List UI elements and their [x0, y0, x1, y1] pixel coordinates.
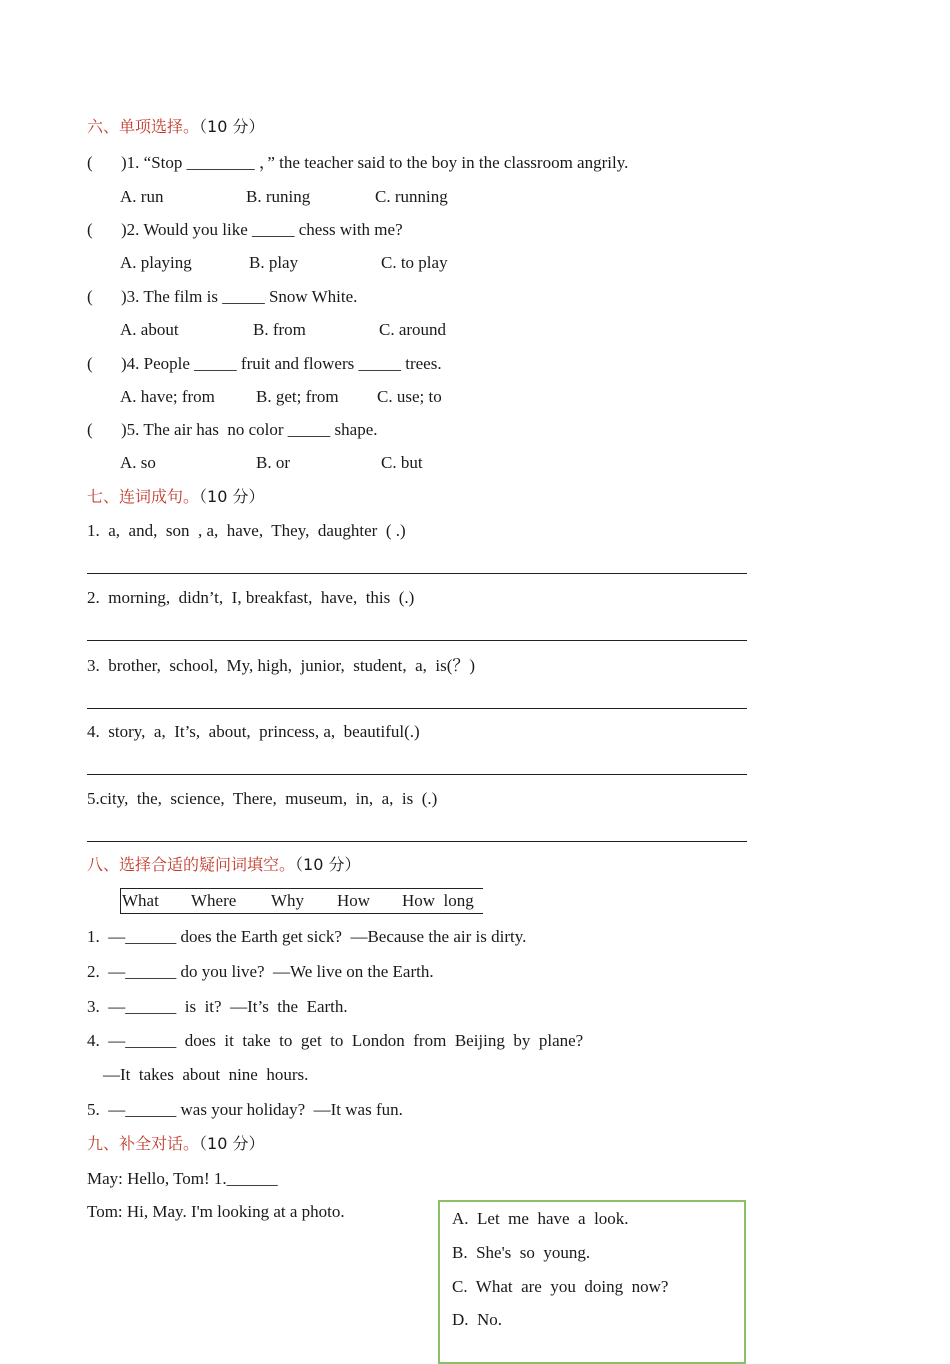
q7-5-answer-line[interactable] — [87, 841, 747, 842]
dialogue-option-c[interactable]: C. What are you doing now? — [452, 1277, 669, 1296]
q8-2: 2. —______ do you live? —We live on the Earth. — [87, 962, 434, 981]
q8-1: 1. —______ does the Earth get sick? —Because the air is dirty. — [87, 927, 527, 946]
q8-4: 4. —______ does it take to get to London from Beijing by plane? — [87, 1031, 584, 1050]
section-7-heading — [87, 486, 264, 508]
section-8-heading — [87, 854, 360, 876]
section-6-score: （10 分） — [199, 117, 265, 136]
q6-5-text: )5. The air has no color _____ shape. — [121, 420, 378, 439]
q7-5-words: 5.city, the, science, There, museum, in, a, is (.) — [87, 789, 438, 808]
q6-3-option-b[interactable]: B. from — [253, 320, 306, 339]
dialogue-line-1: May: Hello, Tom! 1.______ — [87, 1169, 278, 1188]
q6-4-paren[interactable]: ( — [87, 354, 93, 373]
q6-4-text: )4. People _____ fruit and flowers _____ trees. — [121, 354, 442, 373]
q6-2-option-b[interactable]: B. play — [249, 253, 299, 272]
word-why: Why — [271, 891, 305, 910]
q7-3-words: 3. brother, school, My, high, junior, student, a, is(？) — [87, 656, 476, 675]
q7-1-answer-line[interactable] — [87, 573, 747, 574]
dialogue-option-d[interactable]: D. No. — [452, 1310, 503, 1329]
section-9-title: 九、补全对话。 — [87, 1134, 200, 1153]
q6-1-option-b[interactable]: B. runing — [246, 187, 311, 206]
section-7-title: 七、连词成句。 — [87, 487, 200, 506]
q7-4-words: 4. story, a, It’s, about, princess, a, beautiful(.) — [87, 722, 420, 741]
section-9-score: （10 分） — [199, 1134, 265, 1153]
q6-4-option-a[interactable]: A. have; from — [120, 387, 215, 406]
q8-4-answer: —It takes about nine hours. — [103, 1065, 309, 1084]
q7-4-answer-line[interactable] — [87, 774, 747, 775]
section-8-title: 八、选择合适的疑问词填空。 — [87, 855, 296, 874]
q6-4-option-b[interactable]: B. get; from — [256, 387, 339, 406]
section-7-score: （10 分） — [199, 487, 265, 506]
q6-5-option-c[interactable]: C. but — [381, 453, 423, 472]
q7-2-answer-line[interactable] — [87, 640, 747, 641]
q6-2-text: )2. Would you like _____ chess with me? — [121, 220, 403, 239]
q6-4-option-c[interactable]: C. use; to — [377, 387, 442, 406]
q6-2-paren[interactable]: ( — [87, 220, 93, 239]
q8-5: 5. —______ was your holiday? —It was fun. — [87, 1100, 403, 1119]
word-where: Where — [191, 891, 237, 910]
q6-1-paren[interactable]: ( — [87, 153, 93, 172]
dialogue-options-box — [438, 1200, 746, 1364]
q6-5-option-a[interactable]: A. so — [120, 453, 156, 472]
dialogue-line-2: Tom: Hi, May. I'm looking at a photo. — [87, 1202, 345, 1221]
q6-1-option-a[interactable]: A. run — [120, 187, 164, 206]
section-9-heading — [87, 1133, 264, 1155]
section-6-title: 六、单项选择。 — [87, 117, 200, 136]
q6-2-option-c[interactable]: C. to play — [381, 253, 448, 272]
q7-1-words: 1. a, and, son , a, have, They, daughter ( .) — [87, 521, 406, 540]
section-8-score: （10 分） — [295, 855, 361, 874]
q6-3-option-c[interactable]: C. around — [379, 320, 447, 339]
q6-2-option-a[interactable]: A. playing — [120, 253, 192, 272]
word-bank-box — [120, 888, 483, 914]
q7-2-words: 2. morning, didn’t, I, breakfast, have, this (.) — [87, 588, 415, 607]
dialogue-option-b[interactable]: B. She's so young. — [452, 1243, 591, 1262]
word-how-long: How long — [402, 891, 474, 910]
q7-3-answer-line[interactable] — [87, 708, 747, 709]
dialogue-option-a[interactable]: A. Let me have a look. — [452, 1209, 629, 1228]
word-what: What — [122, 891, 159, 910]
q6-1-option-c[interactable]: C. running — [375, 187, 448, 206]
section-6-heading — [87, 116, 264, 138]
q6-3-text: )3. The film is _____ Snow White. — [121, 287, 358, 306]
word-how: How — [337, 891, 371, 910]
q8-3: 3. —______ is it? —It’s the Earth. — [87, 997, 348, 1016]
q6-5-paren[interactable]: ( — [87, 420, 93, 439]
q6-3-paren[interactable]: ( — [87, 287, 93, 306]
q6-5-option-b[interactable]: B. or — [256, 453, 290, 472]
q6-3-option-a[interactable]: A. about — [120, 320, 179, 339]
q6-1-text: )1. “Stop ________ ，” the teacher said to the boy in the classroom angrily. — [121, 153, 629, 172]
